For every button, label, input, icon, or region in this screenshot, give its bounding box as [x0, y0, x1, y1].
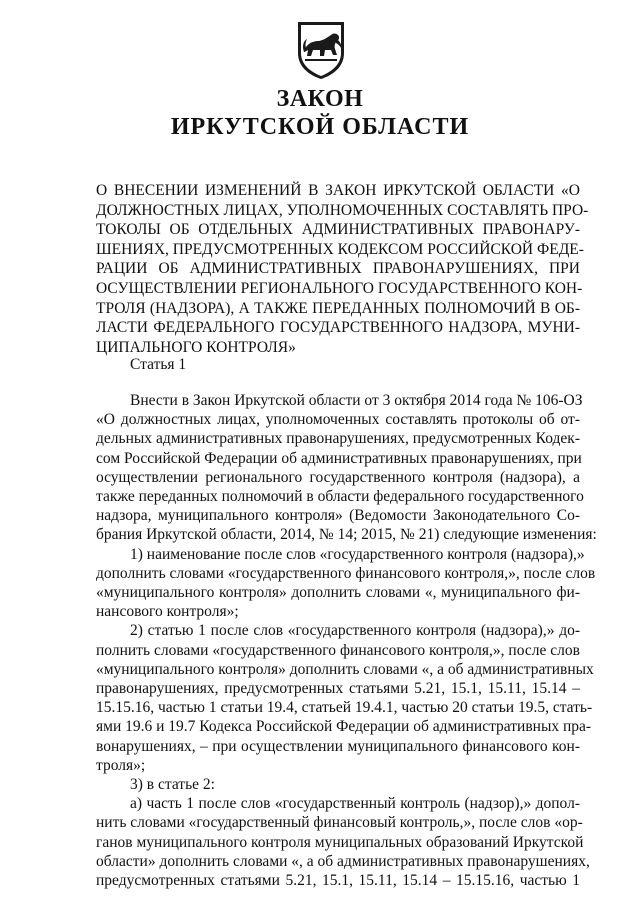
body-line: 2) статью 1 после слов «государственного контроля (надзора),» до- [130, 622, 580, 640]
body-line: также переданных полномочий в области федерального государственного [96, 488, 584, 506]
subject-line: ЛАСТИ ФЕДЕРАЛЬНОГО ГОСУДАРСТВЕННОГО НАДЗОРА, МУНИ- [96, 319, 580, 337]
body-line: нансового контроля»; [96, 603, 239, 621]
body-line: «муниципального контроля» дополнить словами «, муниципального фи- [96, 584, 580, 602]
irkutsk-coat-of-arms-icon [295, 19, 347, 81]
body-line: дополнить словами «государственного финансового контроля,», после слов [96, 564, 596, 582]
subject-line: ШЕНИЯХ, ПРЕДУСМОТРЕННЫХ КОДЕКСОМ РОССИЙСКОЙ ФЕДЕ- [96, 240, 584, 258]
body-line: правонарушениях, предусмотренных статьями 5.21, 15.1, 15.11, 15.14 – [96, 680, 580, 698]
body-line: троля»; [96, 756, 146, 774]
subject-line: РАЦИИ ОБ АДМИНИСТРАТИВНЫХ ПРАВОНАРУШЕНИЯХ, ПРИ [96, 260, 580, 278]
law-subject [96, 181, 589, 357]
body-line: ганов муниципального контроля муниципальных образований Иркутской [96, 833, 584, 851]
article-heading: Статья 1 [130, 356, 187, 373]
body-line: надзора, муниципального контроля» (Ведомости Законодательного Со- [96, 507, 580, 525]
body-line: брания Иркутской области, 2014, № 14; 2015, № 21) следующие изменения: [96, 526, 597, 544]
body-line: «О должностных лицах, уполномоченных составлять протоколы об от- [96, 411, 580, 429]
body-line: полнить словами «государственного финансового контроля,», после слов [96, 641, 580, 659]
body-line: области» дополнить словами «, а об административных правонарушениях, [96, 852, 590, 870]
law-title-line-1: ЗАКОН [276, 86, 364, 112]
article-body [96, 391, 597, 890]
body-line: «муниципального контроля» дополнить словами «, а об административных [96, 660, 594, 678]
body-line: нить словами «государственный финансовый контроль,», после слов «ор- [96, 814, 583, 832]
body-line: ями 19.6 и 19.7 Кодекса Российской Федерации об административных пра- [96, 718, 592, 736]
body-line: 1) наименование после слов «государственного контроля (надзора),» [130, 545, 585, 563]
body-line: вонарушениях, – при осуществлении муниципального финансового кон- [96, 737, 580, 755]
body-line: 3) в статье 2: [130, 776, 215, 794]
body-line: предусмотренных статьями 5.21, 15.1, 15.11, 15.14 – 15.15.16, частью 1 [96, 872, 580, 890]
body-line: 15.15.16, частью 1 статьи 19.4, статьей 19.4.1, частью 20 статьи 19.5, стать- [96, 699, 593, 717]
subject-line: ДОЛЖНОСТНЫХ ЛИЦАХ, УПОЛНОМОЧЕННЫХ СОСТАВЛЯТЬ ПРО- [96, 201, 589, 219]
subject-line: ТРОЛЯ (НАДЗОРА), А ТАКЖЕ ПЕРЕДАННЫХ ПОЛНОМОЧИЙ В ОБ- [96, 299, 580, 317]
body-line: сом Российской Федерации об административных правонарушениях, при [96, 449, 582, 467]
body-line: Внести в Закон Иркутской области от 3 октября 2014 года № 106-ОЗ [130, 392, 583, 409]
law-title-line-2: ИРКУТСКОЙ ОБЛАСТИ [170, 114, 470, 140]
body-line: осуществлении регионального государственного контроля (надзора), а [96, 468, 580, 486]
subject-line: ТОКОЛЫ ОБ ОТДЕЛЬНЫХ АДМИНИСТРАТИВНЫХ ПРАВОНАРУ- [96, 221, 580, 239]
subject-line: ОСУЩЕСТВЛЕНИИ РЕГИОНАЛЬНОГО ГОСУДАРСТВЕННОГО КОН- [96, 279, 583, 297]
subject-line: О ВНЕСЕНИИ ИЗМЕНЕНИЙ В ЗАКОН ИРКУТСКОЙ ОБЛАСТИ «О [96, 182, 580, 199]
body-line: а) часть 1 после слов «государственный контроль (надзор),» допол- [130, 795, 580, 813]
body-line: дельных административных правонарушениях, предусмотренных Кодек- [96, 430, 580, 448]
subject-line: ЦИПАЛЬНОГО КОНТРОЛЯ» [96, 338, 296, 356]
